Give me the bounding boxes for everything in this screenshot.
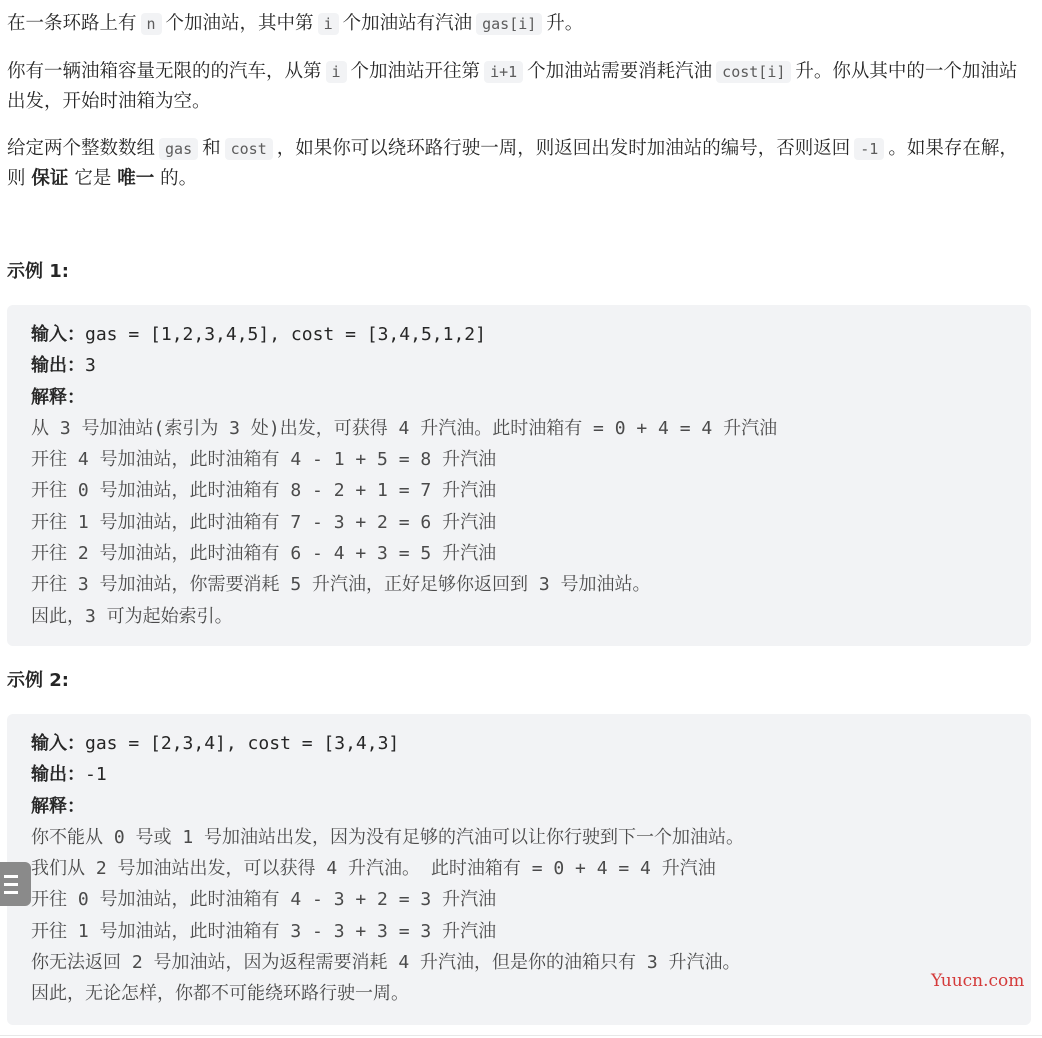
text: 个加油站，其中第 — [165, 13, 314, 34]
explain-line: 你不能从 0 号或 1 号加油站出发，因为没有足够的汽油可以让你行驶到下一个加油站。 — [31, 826, 745, 848]
problem-paragraph-2 — [7, 57, 1030, 117]
menu-icon[interactable] — [0, 862, 31, 906]
text: 。如果存在解，则 — [7, 138, 1018, 189]
explain-line: 开往 0 号加油站，此时油箱有 8 - 2 + 1 = 7 升汽油 — [31, 480, 497, 502]
text: 升。你从其中的一个加油站出发，开始时油箱为空。 — [7, 61, 1018, 112]
input-value: gas = [2,3,4], cost = [3,4,3] — [85, 733, 400, 754]
explain-line: 开往 1 号加油站，此时油箱有 7 - 3 + 2 = 6 升汽油 — [31, 511, 497, 533]
output-label: 输出： — [31, 764, 85, 786]
explain-line: 开往 3 号加油站，你需要消耗 5 升汽油，正好足够你返回到 3 号加油站。 — [31, 574, 651, 596]
text: 它是 — [74, 168, 112, 189]
example-2-output — [31, 759, 744, 790]
bold-unique: 唯一 — [117, 168, 155, 189]
inline-code-n: n — [141, 13, 162, 35]
example-2-content — [31, 728, 744, 1010]
menu-bar — [4, 883, 18, 886]
example-2-input — [31, 728, 744, 759]
example-1-explain-label — [31, 382, 777, 413]
output-label: 输出： — [31, 355, 85, 377]
example-2-explain-label — [31, 791, 744, 822]
input-label: 输入： — [31, 733, 85, 754]
inline-code-neg1: -1 — [854, 138, 884, 160]
menu-bar — [4, 875, 18, 878]
text: 升。 — [546, 13, 584, 34]
output-value: 3 — [85, 355, 96, 377]
input-value: gas = [1,2,3,4,5], cost = [3,4,5,1,2] — [85, 324, 486, 345]
inline-code-gas-i: gas[i] — [476, 13, 542, 35]
explain-line: 因此，3 可为起始索引。 — [31, 605, 233, 627]
inline-code-cost-i: cost[i] — [716, 61, 791, 83]
explain-line: 我们从 2 号加油站出发，可以获得 4 升汽油。 此时油箱有 = 0 + 4 = 4 升汽油 — [31, 858, 716, 880]
text: ，如果你可以绕环路行驶一周，则返回出发时加油站的编号，否则返回 — [276, 138, 851, 159]
inline-code-cost: cost — [225, 138, 273, 160]
explain-line: 因此，无论怎样，你都不可能绕环路行驶一周。 — [31, 983, 409, 1005]
inline-code-i: i — [326, 61, 347, 83]
bold-guarantee: 保证 — [31, 168, 69, 189]
problem-paragraph-1 — [7, 9, 1030, 39]
example-1-heading: 示例 1: — [7, 261, 69, 282]
explain-line: 从 3 号加油站(索引为 3 处)出发，可获得 4 升汽油。此时油箱有 = 0 + 4 = 4 升汽油 — [31, 417, 778, 439]
explain-line: 你无法返回 2 号加油站，因为返程需要消耗 4 升汽油，但是你的油箱只有 3 升汽油。 — [31, 952, 741, 974]
text: 个加油站需要消耗汽油 — [527, 61, 713, 82]
watermark: Yuucn.com — [931, 971, 1025, 991]
example-1-output — [31, 350, 777, 381]
text: 的。 — [160, 168, 198, 189]
inline-code-i-plus-1: i+1 — [484, 61, 523, 83]
explain-line: 开往 4 号加油站，此时油箱有 4 - 1 + 5 = 8 升汽油 — [31, 449, 497, 471]
bottom-divider — [0, 1035, 1042, 1036]
example-1-content — [31, 319, 777, 632]
text: 个加油站开往第 — [350, 61, 481, 82]
text: 给定两个整数数组 — [7, 138, 156, 159]
example-2-heading: 示例 2: — [7, 670, 69, 691]
text: 你有一辆油箱容量无限的的汽车，从第 — [7, 61, 322, 82]
explain-line: 开往 0 号加油站，此时油箱有 4 - 3 + 2 = 3 升汽油 — [31, 889, 497, 911]
explain-line: 开往 2 号加油站，此时油箱有 6 - 4 + 3 = 5 升汽油 — [31, 543, 497, 565]
menu-bar — [4, 891, 18, 894]
input-label: 输入： — [31, 324, 85, 345]
text: 和 — [202, 138, 221, 159]
example-1-box — [7, 305, 1031, 646]
inline-code-gas: gas — [159, 138, 198, 160]
text: 个加油站有汽油 — [342, 13, 473, 34]
problem-paragraph-3 — [7, 134, 1030, 194]
example-1-input — [31, 319, 777, 350]
output-value: -1 — [85, 764, 107, 786]
explain-label: 解释： — [31, 386, 85, 408]
inline-code-i: i — [318, 13, 339, 35]
explain-label: 解释： — [31, 795, 85, 817]
example-2-box — [7, 714, 1031, 1025]
explain-line: 开往 1 号加油站，此时油箱有 3 - 3 + 3 = 3 升汽油 — [31, 920, 497, 942]
text: 在一条环路上有 — [7, 13, 137, 34]
